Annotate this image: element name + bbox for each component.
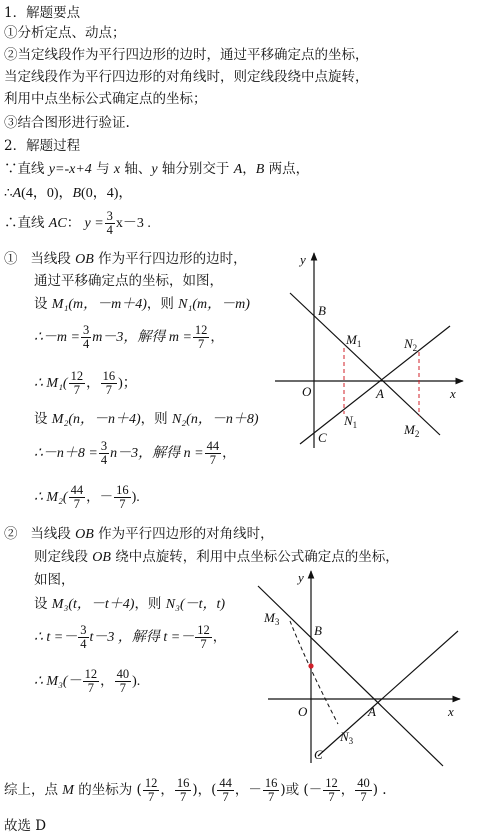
line-ac	[318, 631, 458, 756]
text: )，(	[192, 782, 217, 798]
fraction	[83, 668, 100, 695]
line-ac	[300, 326, 450, 444]
text: 绕中点旋转，利用中点坐标公式确定点的坐标，	[110, 549, 399, 565]
math: N₁(m，－m)	[178, 297, 250, 312]
num: 16	[264, 776, 278, 790]
summary-line	[4, 775, 387, 806]
section-heading-key-points: 1．解题要点	[4, 5, 81, 21]
var: M	[62, 783, 74, 798]
label-b: B	[318, 303, 326, 318]
label-y: y	[298, 570, 304, 585]
math: N₂(n，－n＋8)	[171, 412, 259, 427]
fraction	[175, 777, 192, 804]
label-n3-main: N	[340, 729, 349, 744]
label-c: C	[314, 747, 323, 762]
num: 40	[116, 667, 130, 681]
math: m－3，解得 m =	[92, 330, 192, 345]
label-n1	[343, 413, 357, 430]
text: 与	[91, 161, 114, 177]
coords-line	[4, 184, 132, 203]
text: (0，4)，	[81, 186, 133, 201]
num: 3	[82, 323, 90, 337]
label-m2-sub: 2	[414, 429, 420, 439]
num: 3	[80, 623, 87, 637]
math: M₃(t，－t＋4)	[51, 597, 135, 612]
label-n1-main: N	[344, 413, 353, 428]
text: 两点，	[264, 161, 310, 177]
label-c: C	[318, 430, 327, 445]
label-m3-sub: 3	[274, 617, 280, 627]
label-n2-main: N	[404, 336, 413, 351]
den: 7	[209, 453, 216, 467]
fraction	[78, 624, 88, 651]
text: 作为平行四边形的边时，	[93, 251, 247, 267]
label-o: O	[302, 384, 312, 399]
math: x－3 .	[115, 216, 151, 231]
math: ∴ M₂(	[34, 490, 68, 505]
key-point-3: ③结合图形进行验证.	[4, 115, 130, 131]
text: ：	[66, 215, 85, 231]
label-a: A	[376, 386, 384, 401]
case1-line7	[34, 438, 236, 469]
var: B	[72, 186, 82, 201]
var: OB	[75, 252, 94, 267]
marker: ②	[4, 526, 18, 542]
fraction	[355, 777, 372, 804]
den: 7	[179, 790, 187, 804]
fraction	[193, 324, 210, 351]
text: ) .	[372, 782, 387, 798]
text: ∴直线	[4, 215, 49, 231]
math: ).	[131, 490, 140, 505]
math: M₂(n，－n＋4)	[51, 412, 141, 427]
figure-2	[248, 566, 468, 766]
num: 44	[219, 776, 232, 790]
case2-line1	[4, 525, 274, 544]
case2-line5	[34, 622, 226, 653]
fraction	[69, 484, 86, 511]
line-equation: y=-x+4	[48, 162, 92, 177]
label-o: O	[298, 704, 308, 719]
den: 7	[73, 383, 80, 397]
den: 7	[105, 383, 112, 397]
text: 设	[34, 411, 52, 427]
math: )；	[118, 376, 137, 391]
label-n3-sub: 3	[348, 736, 354, 746]
case1-line8	[34, 482, 140, 513]
num: 16	[102, 369, 116, 383]
math: ∴ t =－	[34, 630, 78, 645]
text: 设	[34, 596, 52, 612]
text: (4，0)，	[21, 186, 73, 201]
marker: ①	[4, 251, 18, 267]
key-point-2: ②当定线段作为平行四边形的边时，通过平移确定点的坐标，	[4, 47, 369, 63]
den: 7	[73, 497, 80, 511]
section-heading-process: 2．解题过程	[4, 138, 81, 154]
label-n2	[403, 336, 417, 353]
text: ，则	[134, 596, 166, 612]
math: t－3 ，解得 t =－	[89, 630, 195, 645]
num: 16	[176, 776, 190, 790]
label-a: A	[368, 704, 376, 719]
num: 44	[70, 483, 84, 497]
fraction	[323, 777, 340, 804]
answer-line: 故选 D	[4, 818, 47, 834]
fraction	[205, 440, 222, 467]
label-n1-sub: 1	[352, 420, 358, 430]
den: 7	[147, 790, 155, 804]
label-m3-main: M	[264, 610, 275, 625]
fraction	[263, 777, 280, 804]
den: 7	[268, 790, 275, 804]
den: 7	[119, 497, 126, 511]
label-x: x	[450, 386, 456, 401]
num: 16	[116, 483, 129, 497]
num: 12	[197, 623, 210, 637]
label-m1	[345, 332, 361, 349]
math: n－3，解得 n =	[110, 446, 204, 461]
var: x	[113, 162, 121, 177]
math: ∴ M₁(	[34, 376, 68, 391]
text: )或 (－	[280, 782, 323, 798]
var: y	[151, 162, 158, 177]
text: ∵直线	[4, 161, 49, 177]
case2-line2	[34, 548, 399, 567]
text: 轴、	[120, 161, 152, 177]
var: B	[255, 162, 265, 177]
label-n3	[339, 729, 354, 746]
given-line	[4, 160, 309, 179]
line-ac	[4, 208, 151, 239]
num: 12	[325, 776, 338, 790]
math: ∴－m =	[34, 330, 80, 345]
text: 则定线段	[34, 549, 93, 565]
case1-line3	[34, 295, 250, 314]
den: 7	[119, 681, 126, 695]
text: 设	[34, 296, 52, 312]
den: 7	[360, 790, 367, 804]
label-m2	[403, 422, 419, 439]
math: ∴ M₃(－	[34, 674, 82, 689]
key-point-2-cont2: 利用中点坐标公式确定点的坐标；	[4, 91, 207, 107]
num: 12	[144, 776, 158, 790]
text: ，	[242, 161, 256, 177]
math: N₃(－t，t)	[165, 597, 226, 612]
case2-line6	[34, 666, 140, 697]
fraction	[81, 324, 91, 351]
text: ，	[222, 445, 236, 461]
den: 4	[106, 223, 113, 237]
text: ，－	[86, 489, 114, 505]
math: y =	[84, 216, 104, 231]
label-y: y	[300, 252, 306, 267]
key-point-1: ①分析定点、动点；	[4, 25, 126, 41]
den: 4	[82, 337, 90, 351]
text: ，则	[140, 411, 172, 427]
var: OB	[75, 527, 94, 542]
var: OB	[92, 550, 111, 565]
den: 4	[80, 637, 87, 651]
label-m2-main: M	[404, 422, 415, 437]
line-ab	[290, 293, 440, 435]
case2-line4	[34, 595, 225, 614]
var: AC	[48, 216, 67, 231]
text: ，	[212, 629, 227, 645]
fraction	[101, 370, 118, 397]
var: A	[233, 162, 243, 177]
math: ∴－n＋8 =	[34, 446, 98, 461]
case1-line2: 通过平移确定点的坐标，如图，	[34, 273, 223, 289]
text: ，－	[234, 782, 262, 798]
text: 的坐标为 (	[73, 782, 142, 798]
num: 44	[206, 439, 220, 453]
text: ，	[86, 375, 100, 391]
fraction	[114, 484, 131, 511]
text: 当线段	[30, 251, 76, 267]
fraction	[115, 668, 132, 695]
den: 7	[328, 790, 335, 804]
fraction	[217, 777, 234, 804]
midpoint-dot	[308, 663, 313, 668]
case1-line6	[34, 410, 258, 429]
den: 7	[200, 637, 207, 651]
label-x: x	[448, 704, 454, 719]
text: ，	[160, 782, 174, 798]
text: ，则	[146, 296, 179, 312]
text: ，	[100, 673, 114, 689]
case1-line1	[4, 250, 247, 269]
fraction	[105, 210, 115, 237]
text: 轴分别交于	[157, 161, 234, 177]
text: ∴	[4, 185, 13, 201]
num: 40	[357, 776, 370, 790]
den: 4	[100, 453, 108, 467]
label-n2-sub: 2	[412, 343, 418, 353]
text: 作为平行四边形的对角线时，	[93, 526, 274, 542]
fraction	[99, 440, 109, 467]
label-m3	[263, 610, 280, 627]
fraction	[195, 624, 212, 651]
text: ，	[210, 329, 224, 345]
num: 12	[84, 667, 98, 681]
den: 7	[222, 790, 229, 804]
math: M₁(m，－m＋4)	[51, 297, 147, 312]
label-m1-sub: 1	[356, 339, 362, 349]
num: 12	[70, 369, 84, 383]
label-b: B	[314, 623, 322, 638]
den: 7	[198, 337, 205, 351]
text: 当线段	[30, 526, 76, 542]
key-point-2-cont: 当定线段作为平行四边形的对角线时，则定线段绕中点旋转，	[4, 69, 369, 85]
case1-line4	[34, 322, 224, 353]
var: A	[12, 186, 22, 201]
num: 12	[194, 323, 208, 337]
den: 7	[87, 681, 94, 695]
math: ).	[132, 674, 141, 689]
case1-line5	[34, 368, 137, 399]
num: 3	[106, 209, 113, 223]
case2-line3: 如图，	[34, 572, 75, 588]
fraction	[69, 370, 86, 397]
label-m1-main: M	[346, 332, 357, 347]
num: 3	[100, 439, 108, 453]
fraction	[143, 777, 160, 804]
text: ，	[340, 782, 355, 798]
figure-1	[270, 248, 470, 453]
text: 综上，点	[4, 782, 63, 798]
